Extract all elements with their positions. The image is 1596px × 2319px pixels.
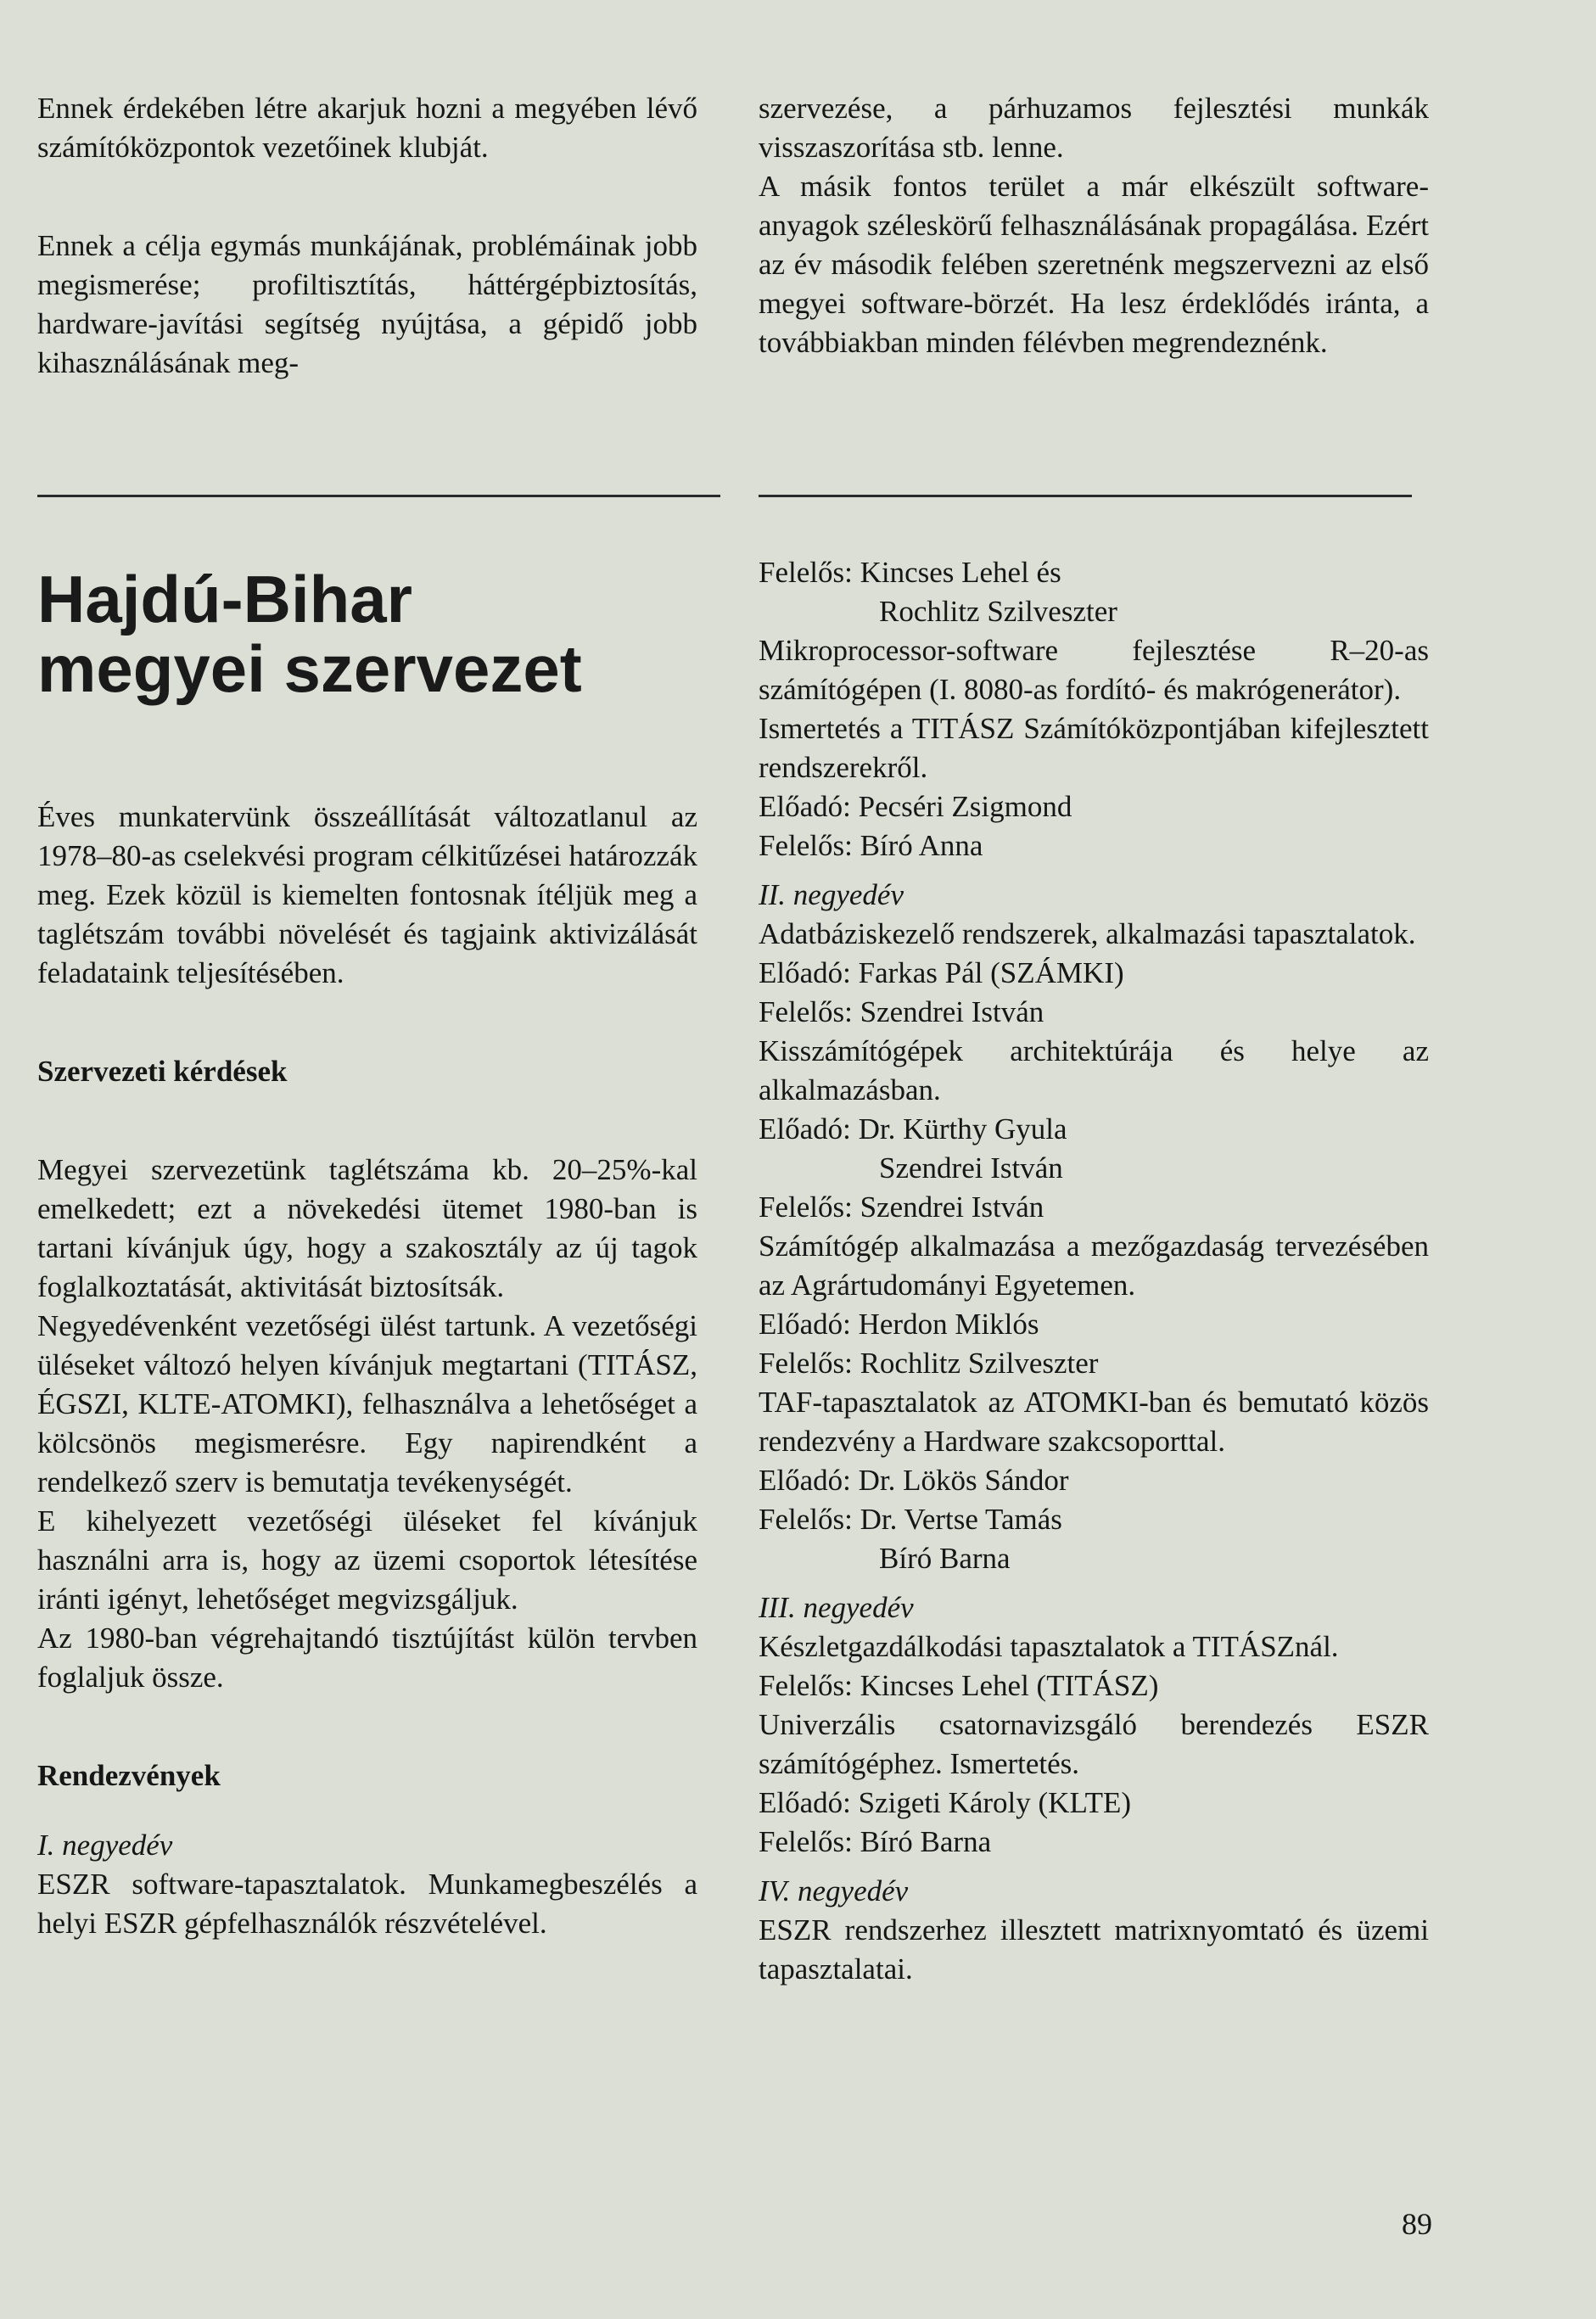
event-presenter: Előadó: Dr. Kürthy Gyula	[759, 1112, 1067, 1145]
quarter-2-label: II. negyedév	[759, 878, 904, 911]
organization-paragraph-4: Az 1980-ban végrehajtandó tisztújítást külön tervben foglaljuk össze.	[37, 1622, 697, 1694]
events-heading: Rendezvények	[37, 1759, 221, 1792]
event-title: Készletgazdálkodási tapasztalatok a TITÁSZnál.	[759, 1630, 1339, 1663]
event-presenter: Előadó: Pecséri Zsigmond	[759, 790, 1072, 823]
section-title-line-2: megyei szervezet	[37, 631, 582, 706]
event-responsible: Felelős: Szendrei István	[759, 1190, 1044, 1224]
event-presenter: Előadó: Dr. Lökös Sándor	[759, 1464, 1069, 1497]
event-responsible: Felelős: Dr. Vertse Tamás	[759, 1503, 1062, 1536]
body-intro-paragraph: Éves munkatervünk összeállítását változatlanul az 1978–80-as cselekvési program célkitűzései határozzák meg. Ezek közül is kiemelten fontosnak ítéljük meg a taglétszám további növelését és tagjaink aktivizálását feladataink teljesítésében.	[37, 800, 697, 989]
event-responsible-continued: Bíró Barna	[879, 1542, 1011, 1575]
intro-left-paragraph-2: Ennek a célja egymás munkájának, problémáinak jobb megismerése; profiltisztítás, háttérgépbiztosítás, hardware-javítási segítség nyújtása, a gépidő jobb kihasználásának meg-	[37, 229, 697, 379]
quarter-3-label: III. negyedév	[759, 1591, 914, 1624]
event-responsible: Felelős: Rochlitz Szilveszter	[759, 1347, 1099, 1380]
intro-right-paragraph-2: A másik fontos terület a már elkészült software-anyagok széleskörű felhasználásának propagálása. Ezért az év második felében szeretnénk megszervezni az első megyei software-börzét. Ha lesz érdeklődés iránta, a továbbiakban minden félévben megrendeznénk.	[759, 170, 1429, 359]
event-title: TAF-tapasztalatok az ATOMKI-ban és bemutató közös rendezvény a Hardware szakcsoporttal.	[759, 1386, 1429, 1458]
section-title-line-1: Hajdú-Bihar	[37, 562, 413, 636]
section-divider-left	[37, 495, 720, 497]
organization-paragraph-1: Megyei szervezetünk taglétszáma kb. 20–25%-kal emelkedett; ezt a növekedési ütemet 1980-ban is tartani kívánjuk úgy, hogy a szakosztály az új tagok foglalkoztatását, aktivitását biztosítsák.	[37, 1153, 697, 1303]
section-title	[37, 562, 708, 706]
right-column-body	[759, 553, 1429, 1989]
event-presenter: Előadó: Farkas Pál (SZÁMKI)	[759, 956, 1124, 989]
event-presenter: Előadó: Szigeti Károly (KLTE)	[759, 1786, 1132, 1819]
right-column-intro	[759, 89, 1429, 362]
event-title: Kisszámítógépek architektúrája és helye az alkalmazásban.	[759, 1034, 1429, 1106]
section-divider-right	[759, 495, 1412, 497]
event-responsible: Felelős: Szendrei István	[759, 995, 1044, 1028]
quarter-4-label: IV. negyedév	[759, 1874, 909, 1907]
page-number: 89	[1402, 2207, 1432, 2241]
intro-left-paragraph-1: Ennek érdekében létre akarjuk hozni a megyében lévő számítóközpontok vezetőinek klubját.	[37, 92, 697, 164]
organization-heading: Szervezeti kérdések	[37, 1055, 288, 1088]
intro-right-paragraph-1: szervezése, a párhuzamos fejlesztési munkák visszaszorítása stb. lenne.	[759, 92, 1429, 164]
event-title: Univerzális csatornavizsgáló berendezés ESZR számítógéphez. Ismertetés.	[759, 1708, 1429, 1780]
left-column-intro	[37, 89, 697, 383]
organization-paragraph-3: E kihelyezett vezetőségi üléseket fel kívánjuk használni arra is, hogy az üzemi csoportok létesítése iránti igényt, lehetőséget megvizsgáljuk.	[37, 1504, 697, 1616]
quarter-1-event-1: ESZR software-tapasztalatok. Munkamegbeszélés a helyi ESZR gépfelhasználók részvételével.	[37, 1868, 697, 1940]
event-presenter: Előadó: Herdon Miklós	[759, 1308, 1039, 1341]
quarter-1-label: I. negyedév	[37, 1829, 173, 1862]
event-title: ESZR rendszerhez illesztett matrixnyomtató és üzemi tapasztalatai.	[759, 1913, 1429, 1986]
event-presenter-continued: Szendrei István	[879, 1151, 1063, 1185]
event-title: Adatbáziskezelő rendszerek, alkalmazási tapasztalatok.	[759, 917, 1416, 950]
event-title: Mikroprocessor-software fejlesztése R–20-as számítógépen (I. 8080-as fordító- és makrógenerátor).	[759, 634, 1429, 706]
event-responsible: Felelős: Kincses Lehel (TITÁSZ)	[759, 1669, 1159, 1702]
left-column-body	[37, 798, 697, 1943]
event-responsible: Felelős: Bíró Barna	[759, 1825, 992, 1858]
event-responsible: Felelős: Bíró Anna	[759, 829, 983, 862]
organization-paragraph-2: Negyedévenként vezetőségi ülést tartunk. A vezetőségi üléseket változó helyen kívánjuk megtartani (TITÁSZ, ÉGSZI, KLTE-ATOMKI), felhasználva a lehetőséget a kölcsönös megismerésre. Egy napirendként a rendelkező szerv is bemutatja tevékenységét.	[37, 1309, 697, 1498]
event-responsible: Felelős: Kincses Lehel és	[759, 556, 1061, 589]
event-responsible-continued: Rochlitz Szilveszter	[879, 595, 1117, 628]
event-title: Számítógép alkalmazása a mezőgazdaság tervezésében az Agrártudományi Egyetemen.	[759, 1230, 1429, 1302]
event-title: Ismertetés a TITÁSZ Számítóközpontjában kifejlesztett rendszerekről.	[759, 712, 1429, 784]
